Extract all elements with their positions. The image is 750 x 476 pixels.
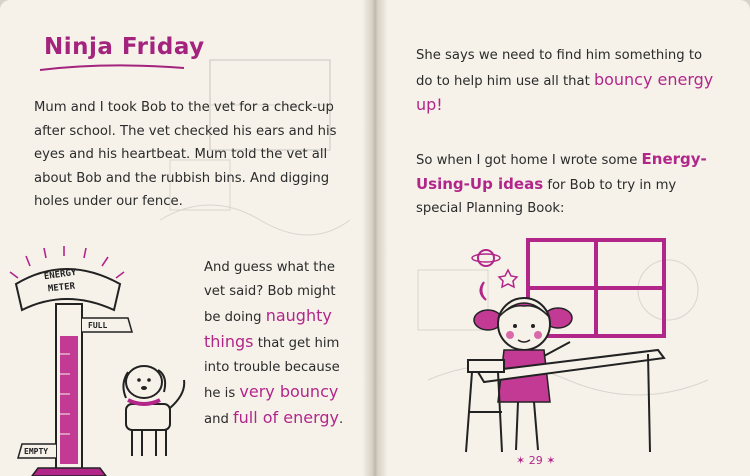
- highlight-very-bouncy: very bouncy: [239, 382, 339, 401]
- highlight-naughty-things: naughty things: [204, 306, 332, 351]
- book-gutter: [362, 0, 388, 476]
- energy-meter-illustration: [8, 244, 198, 476]
- highlight-bouncy-energy: bouncy energy up!: [416, 69, 714, 114]
- energy-meter-sign-line-1: ENERGY: [43, 267, 78, 283]
- left-paragraph-1: Mum and I took Bob to the vet for a check-up after school. The vet checked his ears and his eyes and his heartbeat. Mum told the vet all about Bob and the rubbish bins. And digging holes under our fence.: [34, 100, 337, 209]
- page-number: [516, 454, 555, 467]
- text-segment: And guess what the vet said? Bob might be doing: [204, 260, 336, 325]
- text-segment: and: [204, 412, 234, 427]
- text-segment: that get him into trouble because he is: [204, 336, 340, 401]
- right-paragraph-1: [416, 44, 716, 119]
- ornament-icon: ✶: [516, 454, 529, 467]
- meter-empty-label: EMPTY: [24, 447, 49, 456]
- page-number-value: 29: [528, 454, 543, 467]
- ornament-icon: ✶: [542, 454, 556, 467]
- text-segment: So when I got home I wrote some: [416, 153, 642, 168]
- text-segment: for Bob to try in my special Planning Book:: [416, 177, 677, 216]
- girl-at-desk-illustration: [458, 232, 688, 462]
- energy-meter-sign-line-2: METER: [47, 281, 76, 295]
- right-page: [378, 0, 750, 476]
- chapter-title: Ninja Friday: [44, 34, 205, 60]
- highlight-energy-using-up-ideas: Energy-Using-Up ideas: [416, 150, 707, 193]
- meter-full-label: FULL: [88, 321, 108, 330]
- left-page: [0, 0, 372, 476]
- text-segment: She says we need to find him something to do to help him use all that: [416, 48, 703, 89]
- left-paragraph-2: [204, 256, 354, 432]
- text-segment: .: [339, 412, 344, 427]
- title-swash: [38, 60, 188, 80]
- highlight-full-of-energy: full of energy: [233, 408, 340, 427]
- right-paragraph-2: [416, 148, 716, 221]
